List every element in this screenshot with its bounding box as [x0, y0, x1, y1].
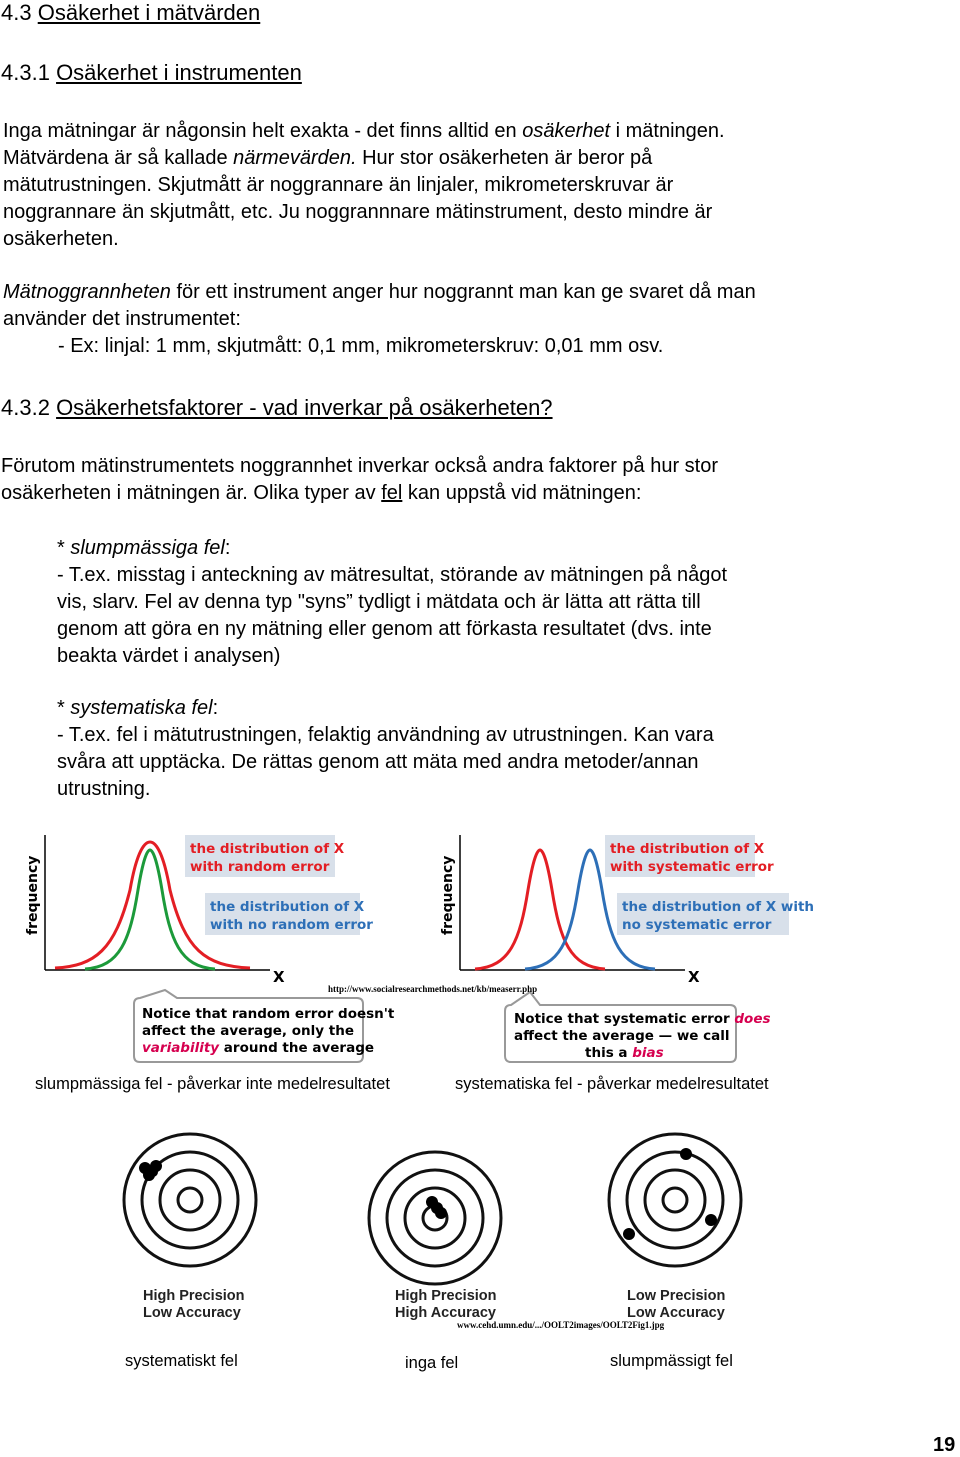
text-line: använder det instrumentet:	[3, 308, 241, 330]
target-1	[124, 1134, 256, 1266]
text-line: - T.ex. misstag i anteckning av mätresultat, störande av mätningen på något	[57, 564, 727, 586]
subheading-random-errors: * slumpmässiga fel:	[57, 537, 231, 559]
label-red-line-1: the distribution of X	[190, 841, 345, 857]
figure-random-error	[15, 830, 395, 1070]
page-number: 19	[933, 1434, 956, 1456]
label-red-line-1: the distribution of X	[610, 841, 765, 857]
caption-systematic-error: systematiska fel - påverkar medelresultatet	[455, 1075, 769, 1093]
text-line: Inga mätningar är någonsin helt exakta - det finns alltid en osäkerhet i mätningen.	[3, 120, 725, 142]
text-line: osäkerheten.	[3, 228, 119, 250]
text-line: - Ex: linjal: 1 mm, skjutmått: 0,1 mm, mikrometerskruv: 0,01 mm osv.	[58, 335, 664, 357]
caption-random-target: slumpmässigt fel	[610, 1352, 733, 1370]
section-heading-4-3-2	[1, 395, 553, 421]
hit-dot	[680, 1148, 692, 1160]
caption-random-error: slumpmässiga fel - påverkar inte medelresultatet	[35, 1075, 390, 1093]
curve-with-systematic-error	[475, 850, 605, 969]
paragraph-uncertainty	[3, 118, 725, 253]
label-blue-line-2: with no random error	[210, 917, 373, 933]
label-red-line-2: with random error	[190, 859, 330, 875]
paragraph-precision	[3, 279, 756, 360]
caption-systematic-target: systematiskt fel	[125, 1352, 238, 1370]
hit-dot	[623, 1228, 635, 1240]
x-axis-label: X	[688, 968, 700, 986]
note-line-1: Notice that systematic error does	[514, 1011, 771, 1027]
heading-title[interactable]: Osäkerhet i mätvärden	[37, 0, 261, 25]
label-blue-line-1: the distribution of X	[210, 899, 365, 915]
text-line: beakta värdet i analysen)	[57, 645, 281, 667]
source-url-2[interactable]: www.cehd.umn.edu/.../OOLT2images/OOLT2Fig1.jpg	[457, 1320, 665, 1330]
link-fel[interactable]: fel	[381, 482, 403, 504]
paragraph-error-factors	[1, 453, 718, 507]
note-line-3: variability around the average	[142, 1040, 375, 1056]
text-line: Mätvärdena är så kallade närmevärden. Hur stor osäkerheten är beror på	[3, 147, 653, 169]
random-errors-block	[57, 535, 727, 670]
heading-number: 4.3	[1, 0, 32, 25]
text-line: Mätnoggrannheten för ett instrument anger hur noggrannt man kan ge svaret då man	[3, 281, 756, 303]
text-line: osäkerheten i mätningen är. Olika typer av fel kan uppstå vid mätningen:	[1, 482, 642, 504]
source-url-1[interactable]: http://www.socialresearchmethods.net/kb/measerr.php	[328, 984, 538, 994]
section-heading-4-3	[1, 0, 260, 26]
section-heading-4-3-1	[1, 60, 302, 86]
text-line: noggrannare än skjutmått, etc. Ju noggrannnare mätinstrument, desto mindre är	[3, 201, 713, 223]
y-axis-label: frequency	[440, 855, 456, 935]
y-axis-label: frequency	[25, 855, 41, 935]
hit-dot	[148, 1167, 158, 1177]
subheading-systematic-errors: * systematiska fel:	[57, 697, 219, 719]
target-2-label: High Precision High Accuracy	[395, 1288, 497, 1321]
note-line-1: Notice that random error doesn't	[142, 1006, 395, 1022]
label-blue-line-1: the distribution of X with	[622, 899, 815, 915]
heading-number: 4.3.2	[1, 395, 50, 420]
text-line: Förutom mätinstrumentets noggrannhet inverkar också andra faktorer på hur stor	[1, 455, 719, 477]
text-line: - T.ex. fel i mätutrustningen, felaktig användning av utrustningen. Kan vara	[57, 724, 714, 746]
hit-dot	[435, 1207, 447, 1219]
target-3-label: Low Precision Low Accuracy	[627, 1288, 726, 1321]
x-axis-label: X	[273, 968, 285, 986]
target-3	[609, 1134, 741, 1266]
text-line: mätutrustningen. Skjutmått är noggrannare än linjaler, mikrometerskruvar är	[3, 174, 674, 196]
text-line: genom att göra en ny mätning eller genom att förkasta resultatet (dvs. inte	[57, 618, 712, 640]
heading-number: 4.3.1	[1, 60, 50, 85]
heading-title[interactable]: Osäkerhetsfaktorer - vad inverkar på osäkerheten?	[56, 395, 553, 420]
label-red-line-2: with systematic error	[610, 859, 774, 875]
figure-systematic-error	[430, 830, 815, 1070]
text-line: vis, slarv. Fel av denna typ "syns” tydligt i mätdata och är lätta att rätta till	[57, 591, 701, 613]
note-line-3: this a bias	[585, 1045, 664, 1061]
note-line-2: affect the average, only the	[142, 1023, 354, 1039]
caption-no-error-target: inga fel	[405, 1354, 459, 1372]
heading-title[interactable]: Osäkerhet i instrumenten	[56, 60, 302, 85]
note-line-2: affect the average — we call	[514, 1028, 730, 1044]
text-line: utrustning.	[57, 778, 151, 800]
target-1-label: High Precision Low Accuracy	[143, 1288, 245, 1321]
label-blue-line-2: no systematic error	[622, 917, 772, 933]
hit-dot	[705, 1214, 717, 1226]
systematic-errors-block	[57, 695, 714, 803]
target-2	[369, 1152, 501, 1284]
text-line: svåra att upptäcka. De rättas genom att mäta med andra metoder/annan	[57, 751, 699, 773]
